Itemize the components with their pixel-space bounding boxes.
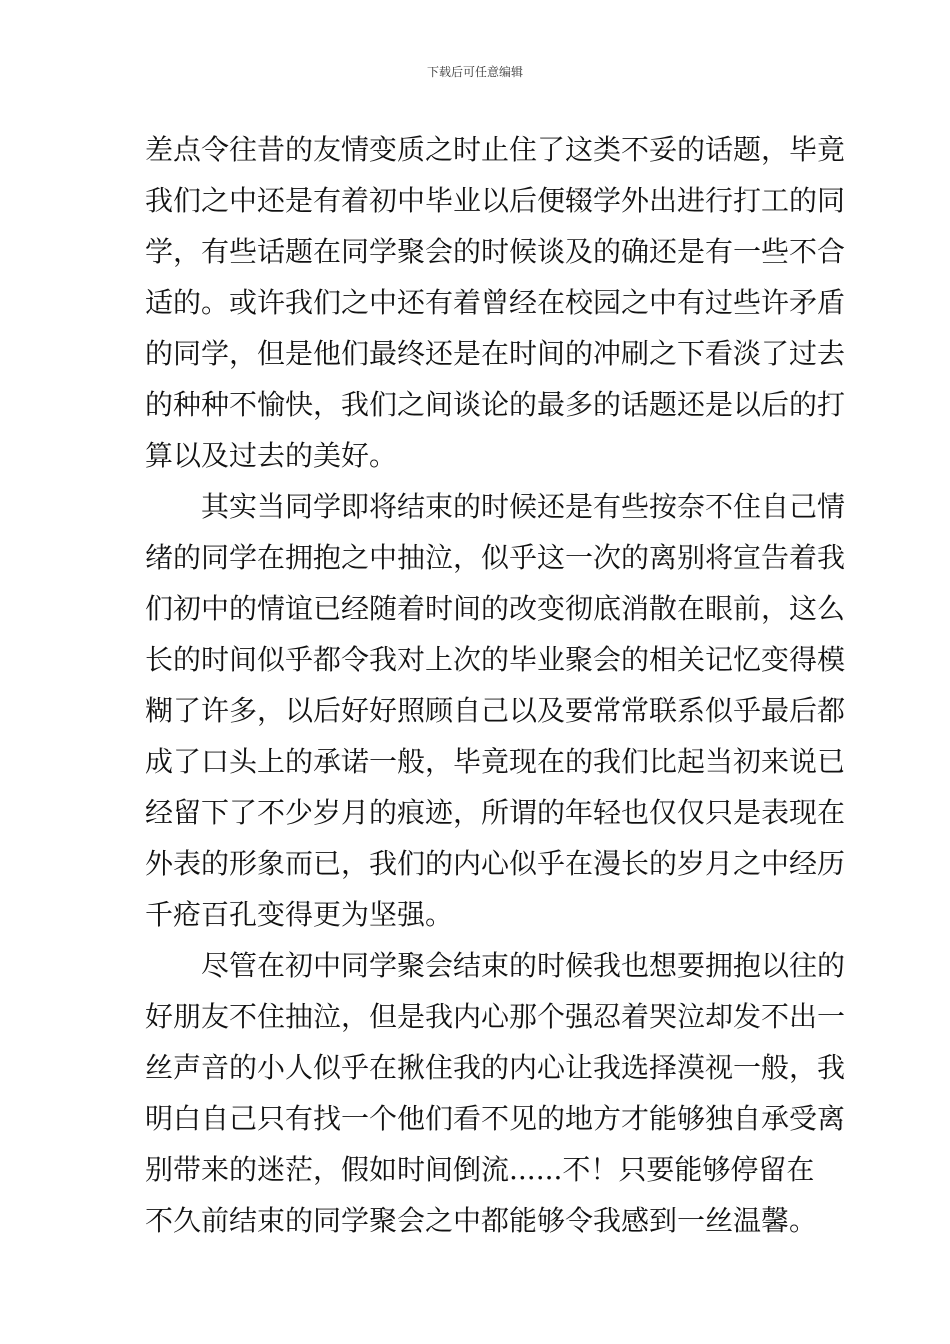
text-line: 适的。或许我们之中还有着曾经在校园之中有过些许矛盾 (145, 286, 846, 319)
text-line: 差点令往昔的友情变质之时止住了这类不妥的话题，毕竟 (145, 133, 846, 166)
text-line: 算以及过去的美好。 (145, 439, 398, 472)
text-line: 其实当同学即将结束的时候还是有些按奈不住自己情 (201, 490, 846, 523)
text-line: 的同学，但是他们最终还是在时间的冲刷之下看淡了过去 (145, 337, 846, 370)
text-line: 千疮百孔变得更为坚强。 (145, 898, 454, 931)
text-line: 别带来的迷茫，假如时间倒流......不！只要能够停留在 (145, 1153, 815, 1186)
text-line: 经留下了不少岁月的痕迹，所谓的年轻也仅仅只是表现在 (145, 796, 846, 829)
text-line: 好朋友不住抽泣，但是我内心那个强忍着哭泣却发不出一 (145, 1000, 846, 1033)
text-line: 外表的形象而已，我们的内心似乎在漫长的岁月之中经历 (145, 847, 846, 880)
text-line: 成了口头上的承诺一般，毕竟现在的我们比起当初来说已 (145, 745, 846, 778)
document-body (145, 124, 846, 1246)
text-line: 绪的同学在拥抱之中抽泣，似乎这一次的离别将宣告着我 (145, 541, 846, 574)
paragraph-2 (145, 481, 846, 940)
text-line: 明白自己只有找一个他们看不见的地方才能够独自承受离 (145, 1102, 846, 1135)
text-line: 的种种不愉快，我们之间谈论的最多的话题还是以后的打 (145, 388, 846, 421)
text-line: 尽管在初中同学聚会结束的时候我也想要拥抱以往的 (201, 949, 846, 982)
text-line: 学，有些话题在同学聚会的时候谈及的确还是有一些不合 (145, 235, 846, 268)
page-header: 下载后可任意编辑 (426, 65, 523, 79)
paragraph-1 (145, 124, 846, 481)
text-line: 我们之中还是有着初中毕业以后便辍学外出进行打工的同 (145, 184, 846, 217)
text-line: 长的时间似乎都令我对上次的毕业聚会的相关记忆变得模 (145, 643, 846, 676)
text-line: 们初中的情谊已经随着时间的改变彻底消散在眼前，这么 (145, 592, 846, 625)
text-line: 不久前结束的同学聚会之中都能够令我感到一丝温馨。 (145, 1204, 818, 1237)
text-line: 丝声音的小人似乎在揪住我的内心让我选择漠视一般，我 (145, 1051, 846, 1084)
paragraph-3 (145, 940, 846, 1246)
text-line: 糊了许多，以后好好照顾自己以及要常常联系似乎最后都 (145, 694, 846, 727)
